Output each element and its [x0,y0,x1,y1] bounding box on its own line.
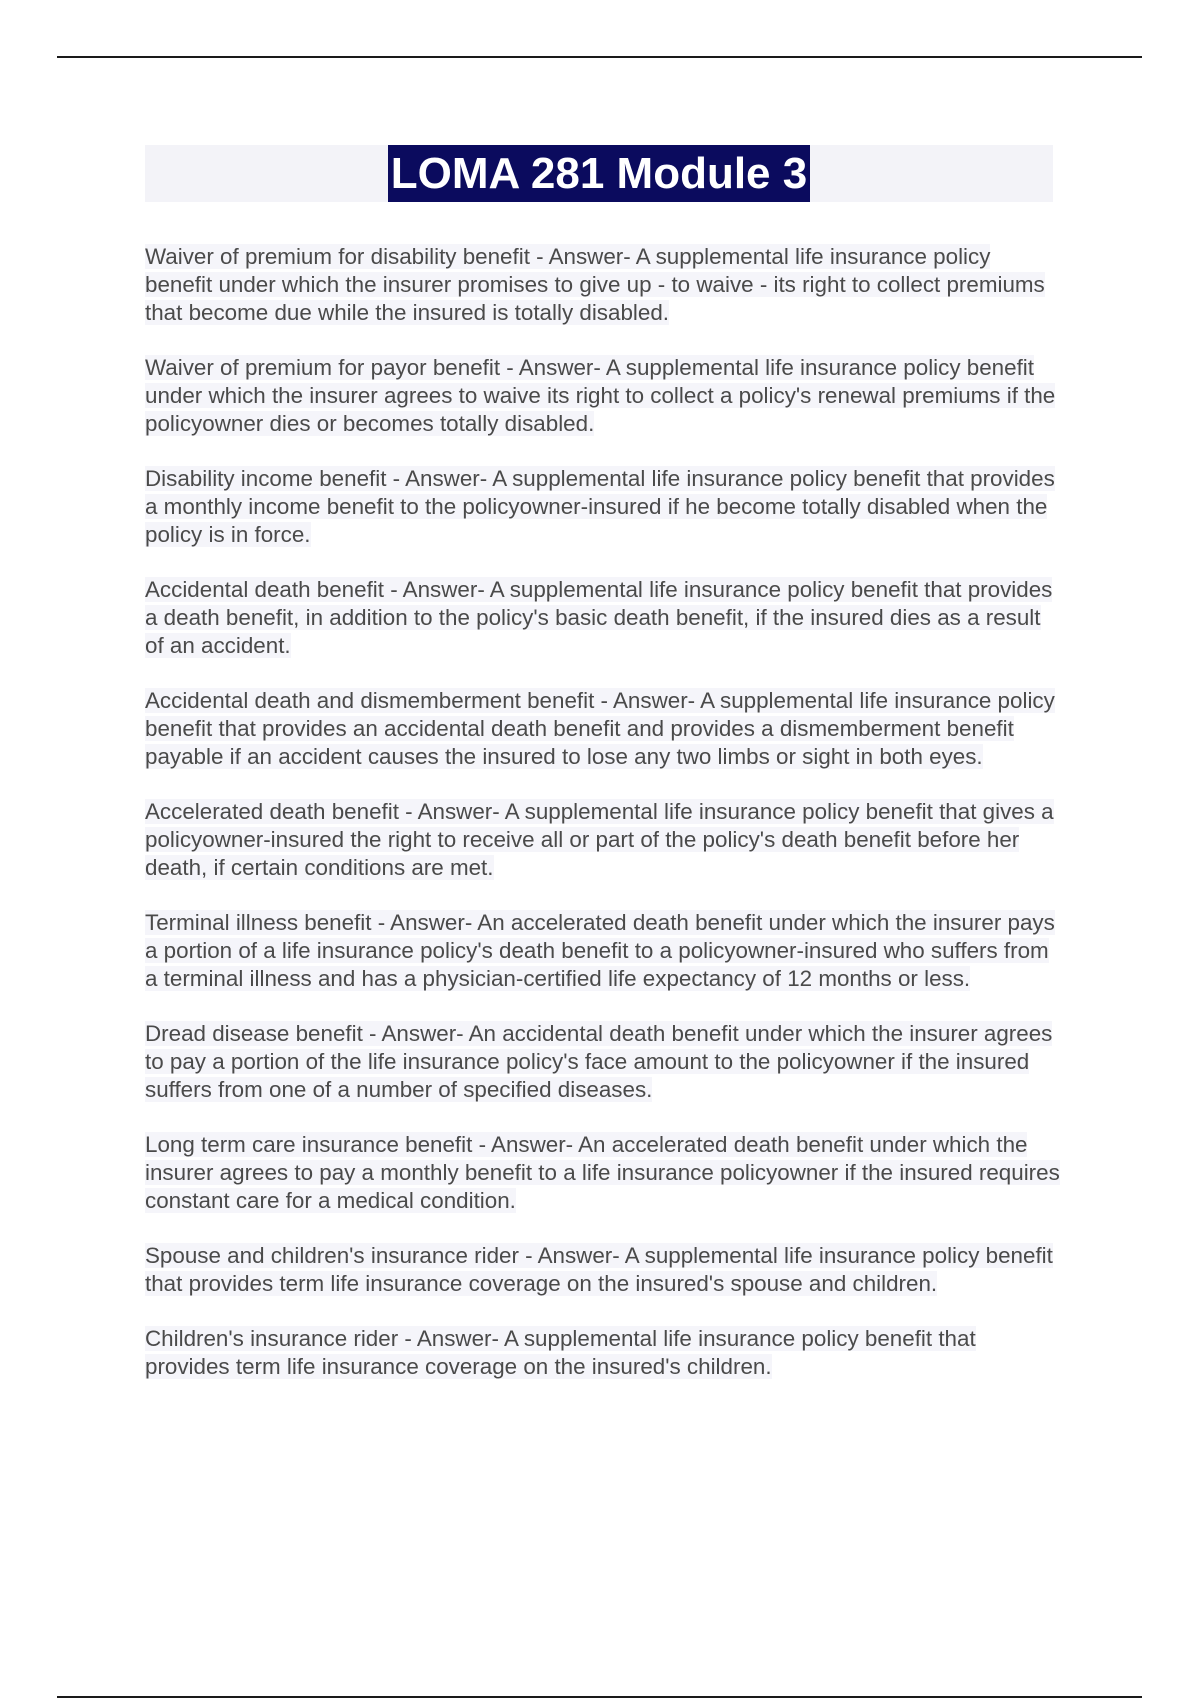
document-body [145,243,1060,1408]
entry-ad-and-d [145,687,1060,771]
page-title: LOMA 281 Module 3 [388,145,810,202]
entry-children-rider [145,1325,1060,1381]
entry-terminal-illness [145,909,1060,993]
entry-dread-disease [145,1020,1060,1104]
entry-text: Spouse and children's insurance rider - Answer- A supplemental life insurance policy benefit that provides term life insurance coverage on the insured's spouse and children. [145,1243,1053,1296]
entry-text: Accelerated death benefit - Answer- A supplemental life insurance policy benefit that gives a policyowner-insured the right to receive all or part of the policy's death benefit before her death, if certain conditions are met. [145,799,1054,880]
entry-accidental-death [145,576,1060,660]
entry-text: Dread disease benefit - Answer- An accidental death benefit under which the insurer agrees to pay a portion of the life insurance policy's face amount to the policyowner if the insured suffers from one of a number of specified diseases. [145,1021,1053,1102]
bottom-divider [57,1696,1142,1698]
entry-waiver-payor [145,354,1060,438]
top-divider [57,56,1142,58]
entry-text: Children's insurance rider - Answer- A supplemental life insurance policy benefit that provides term life insurance coverage on the insured's children. [145,1326,976,1379]
entry-text: Waiver of premium for payor benefit - Answer- A supplemental life insurance policy benefit under which the insurer agrees to waive its right to collect a policy's renewal premiums if the policyowner dies or becomes totally disabled. [145,355,1056,436]
title-band [145,145,1053,202]
entry-text: Accidental death and dismemberment benefit - Answer- A supplemental life insurance policy benefit that provides an accidental death benefit and provides a dismemberment benefit payable if an accident causes the insured to lose any two limbs or sight in both eyes. [145,688,1055,769]
entry-spouse-children-rider [145,1242,1060,1298]
entry-text: Accidental death benefit - Answer- A supplemental life insurance policy benefit that provides a death benefit, in addition to the policy's basic death benefit, if the insured dies as a result of an accident. [145,577,1053,658]
entry-accelerated-death [145,798,1060,882]
entry-text: Terminal illness benefit - Answer- An accelerated death benefit under which the insurer pays a portion of a life insurance policy's death benefit to a policyowner-insured who suffers from a terminal illness and has a physician-certified life expectancy of 12 months or less. [145,910,1055,991]
entry-long-term-care [145,1131,1060,1215]
entry-text: Disability income benefit - Answer- A supplemental life insurance policy benefit that provides a monthly income benefit to the policyowner-insured if he become totally disabled when the policy is in force. [145,466,1055,547]
entry-waiver-disability [145,243,1060,327]
entry-disability-income [145,465,1060,549]
entry-text: Waiver of premium for disability benefit - Answer- A supplemental life insurance policy benefit under which the insurer promises to give up - to waive - its right to collect premiums that become due while the insured is totally disabled. [145,244,1045,325]
entry-text: Long term care insurance benefit - Answer- An accelerated death benefit under which the insurer agrees to pay a monthly benefit to a life insurance policyowner if the insured requires constant care for a medical condition. [145,1132,1060,1213]
